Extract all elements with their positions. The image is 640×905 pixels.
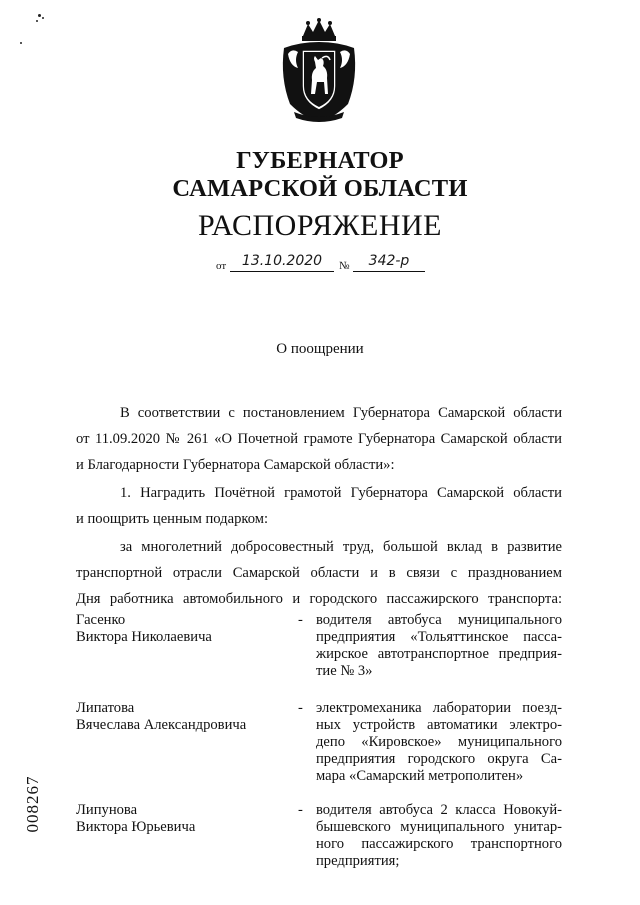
role-line: предприятия «Тольяттинское пасса-: [316, 629, 562, 645]
serial-number: 008267: [23, 775, 42, 833]
recipient-given-name: Виктора Юрьевича: [76, 819, 196, 835]
recipient-1-role: [316, 612, 562, 680]
role-line: депо «Кировское» муниципального: [316, 734, 562, 750]
document-subject: О поощрении: [276, 341, 364, 357]
role-line: предприятия городского округа Са-: [316, 751, 562, 767]
coat-of-arms-emblem: [278, 18, 360, 124]
document-type-title: РАСПОРЯЖЕНИЕ: [197, 209, 443, 242]
recipient-3-dash: -: [298, 802, 303, 818]
item1-line-1: 1. Наградить Почётной грамотой Губернатора Самарской области: [120, 485, 562, 501]
role-line: электромеханика лаборатории поезд-: [316, 700, 562, 716]
recipient-2-name: [76, 700, 296, 734]
role-line: мара «Самарский метрополитен»: [316, 768, 524, 784]
role-line: ных устройств автоматики электро-: [316, 717, 562, 733]
recipient-surname: Липунова: [76, 802, 138, 818]
reason-line-1: за многолетний добросовестный труд, большой вклад в развитие: [120, 539, 562, 555]
serial-number-stamp: [18, 762, 48, 852]
preamble-line-3: и Благодарности Губернатора Самарской области»:: [76, 457, 395, 473]
role-line: водителя автобуса 2 класса Новокуй-: [316, 802, 562, 818]
recipient-2-role: [316, 700, 562, 785]
recipient-surname: Гасенко: [76, 612, 126, 628]
role-line: бышевского муниципального унитар-: [316, 819, 562, 835]
number-label: №: [339, 260, 350, 272]
number-field: 342-р: [353, 252, 425, 272]
role-line: ного пассажирского транспортного: [316, 836, 562, 852]
role-line: водителя автобуса муниципального: [316, 612, 562, 628]
recipient-3-name: [76, 802, 296, 836]
recipient-2-dash: -: [298, 700, 303, 716]
item1-line-2: и поощрить ценным подарком:: [76, 511, 269, 527]
authority-title-line1: ГУБЕРНАТОР: [236, 147, 404, 174]
preamble-line-2: от 11.09.2020 № 261 «О Почетной грамоте Губернатора Самарской области: [76, 431, 562, 447]
role-line: тие № 3»: [316, 663, 373, 679]
registration-line: [0, 252, 640, 274]
date-label: от: [216, 260, 227, 272]
preamble-line-1: В соответствии с постановлением Губернатора Самарской области: [120, 405, 562, 421]
recipient-given-name: Вячеслава Александровича: [76, 717, 247, 733]
role-line: предприятия;: [316, 853, 400, 869]
recipient-3-role: [316, 802, 562, 870]
recipient-1-dash: -: [298, 612, 303, 628]
authority-title-line2: САМАРСКОЙ ОБЛАСТИ: [172, 175, 468, 202]
recipient-given-name: Виктора Николаевича: [76, 629, 212, 645]
recipient-1-name: [76, 612, 296, 646]
reason-line-3: Дня работника автомобильного и городского пассажирского транспорта:: [76, 591, 562, 607]
reason-line-2: транспортной отрасли Самарской области и в связи с празднованием: [76, 565, 562, 581]
role-line: жирское автотранспортное предприя-: [316, 646, 562, 662]
recipient-surname: Липатова: [76, 700, 135, 716]
date-field: 13.10.2020: [230, 252, 334, 272]
